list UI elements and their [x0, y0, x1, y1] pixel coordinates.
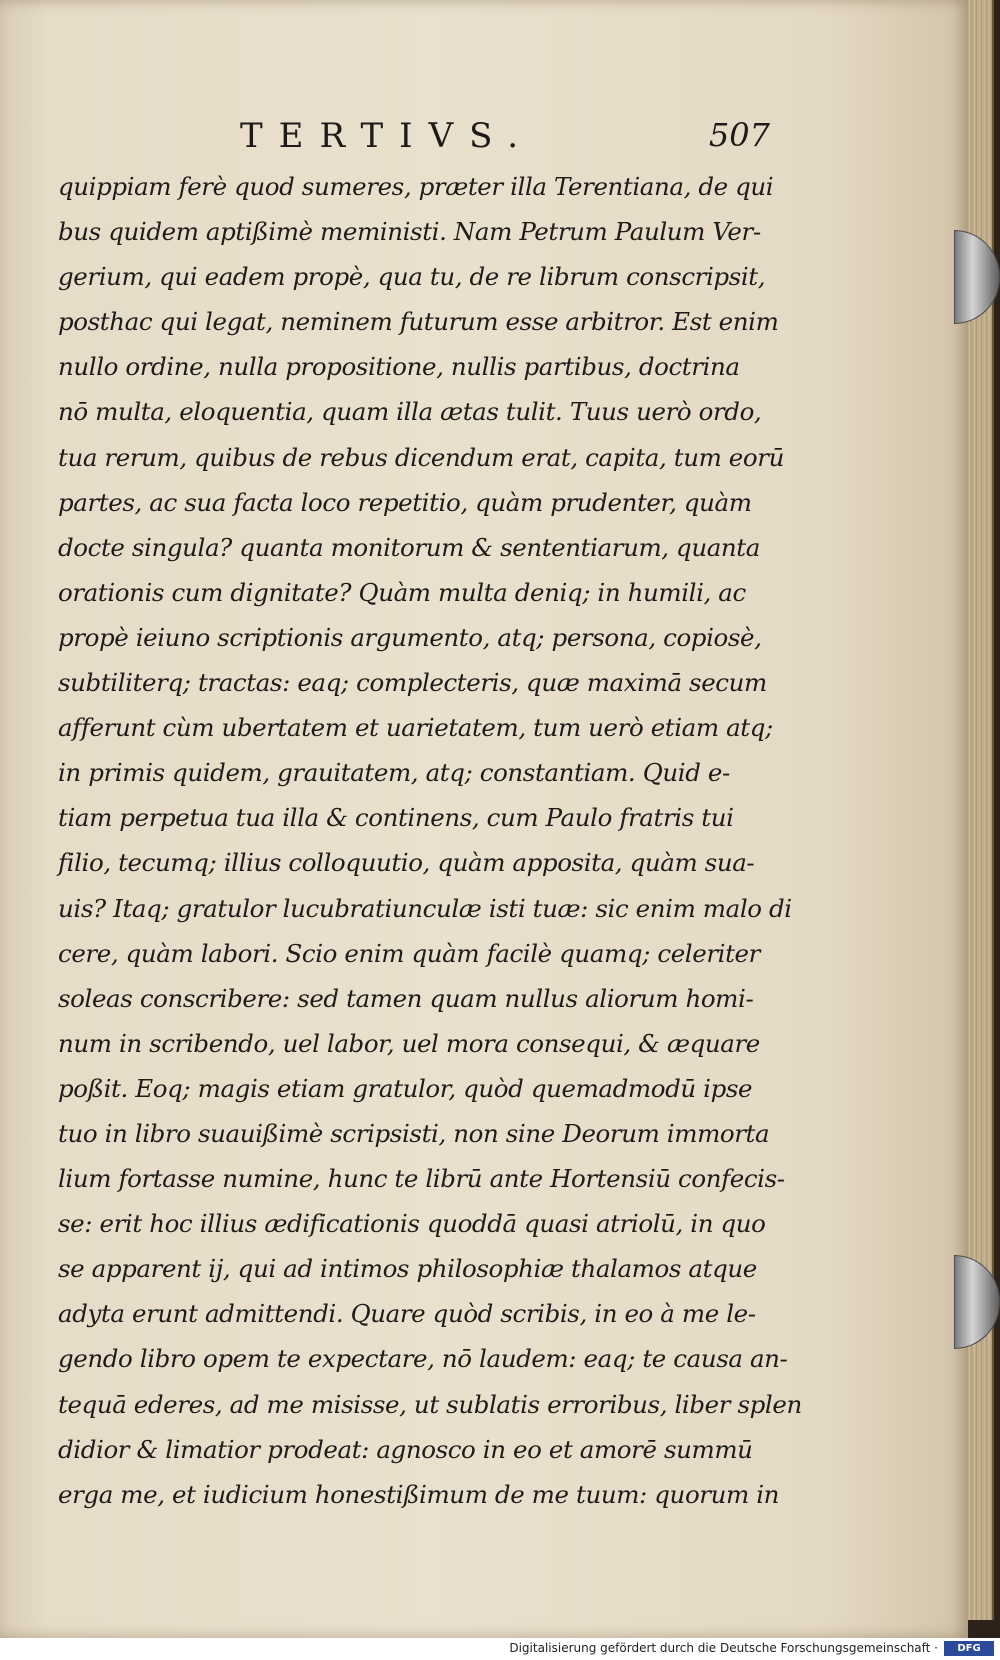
text-line: docte singula? quanta monitorum & sententiarum, quanta	[58, 532, 760, 562]
text-line: subtiliterq; tractas: eaq; complecteris, quæ maximā secum	[58, 668, 767, 698]
dfg-logo: DFG	[944, 1641, 994, 1656]
text-line: tiam perpetua tua illa & continens, cum Paulo fratris tui	[58, 803, 734, 833]
text-line: nō multa, eloquentia, quam illa ætas tulit. Tuus uerò ordo,	[58, 397, 762, 427]
text-line: orationis cum dignitate? Quàm multa deniq; in humili, ac	[58, 577, 746, 607]
text-line: erga me, et iudicium honestißimum de me tuum: quorum in	[58, 1479, 780, 1509]
running-head: TERTIVS.	[240, 116, 535, 156]
text-line: lium fortasse numine, hunc te librū ante Hortensiū confecis-	[58, 1164, 785, 1194]
text-line: tua rerum, quibus de rebus dicendum erat, capita, tum eorū	[58, 442, 784, 472]
text-line: propè ieiuno scriptionis argumento, atq; persona, copiosè,	[58, 622, 762, 652]
text-line: afferunt cùm ubertatem et uarietatem, tum uerò etiam atq;	[58, 713, 773, 743]
text-line: soleas conscribere: sed tamen quam nullus aliorum homi-	[58, 983, 754, 1013]
page-header	[240, 116, 770, 166]
body-text	[58, 164, 808, 1517]
footer-credit: Digitalisierung gefördert durch die Deutsche Forschungsgemeinschaft ·	[509, 1641, 938, 1655]
text-line: se apparent ij, qui ad intimos philosophiæ thalamos atque	[58, 1254, 757, 1284]
text-line: adyta erunt admittendi. Quare quòd scribis, in eo à me le-	[58, 1299, 756, 1329]
text-line: gendo libro opem te expectare, nō laudem: eaq; te causa an-	[58, 1344, 788, 1374]
page-number: 507	[708, 116, 770, 154]
text-line: gerium, qui eadem propè, qua tu, de re librum conscripsit,	[58, 262, 766, 292]
text-line: posthac qui legat, neminem futurum esse arbitror. Est enim	[58, 307, 779, 337]
text-line: in primis quidem, grauitatem, atq; constantiam. Quid e-	[58, 758, 730, 788]
digitization-footer	[0, 1638, 1000, 1660]
text-line: num in scribendo, uel labor, uel mora consequi, & æquare	[58, 1028, 760, 1058]
text-line: tequā ederes, ad me misisse, ut sublatis erroribus, liber splen	[58, 1389, 802, 1419]
text-line: partes, ac sua facta loco repetitio, quàm prudenter, quàm	[58, 487, 752, 517]
text-line: cere, quàm labori. Scio enim quàm facilè quamq; celeriter	[58, 938, 760, 968]
text-line: tuo in libro suauißimè scripsisti, non sine Deorum immorta	[58, 1118, 770, 1148]
text-line: nullo ordine, nulla propositione, nullis partibus, doctrina	[58, 352, 740, 382]
text-line: se: erit hoc illius ædificationis quoddā quasi atriolū, in quo	[58, 1209, 766, 1239]
text-line: filio, tecumq; illius colloquutio, quàm apposita, quàm sua-	[58, 848, 755, 878]
text-line: quippiam ferè quod sumeres, præter illa Terentiana, de qui	[58, 172, 774, 201]
text-line: bus quidem aptißimè meministi. Nam Petrum Paulum Ver-	[58, 217, 761, 247]
text-line: uis? Itaq; gratulor lucubratiunculæ isti tuæ: sic enim malo di	[58, 893, 792, 923]
text-line: didior & limatior prodeat: agnosco in eo et amorē summū	[58, 1434, 753, 1464]
text-line: poßit. Eoq; magis etiam gratulor, quòd quemadmodū ipse	[58, 1073, 753, 1103]
